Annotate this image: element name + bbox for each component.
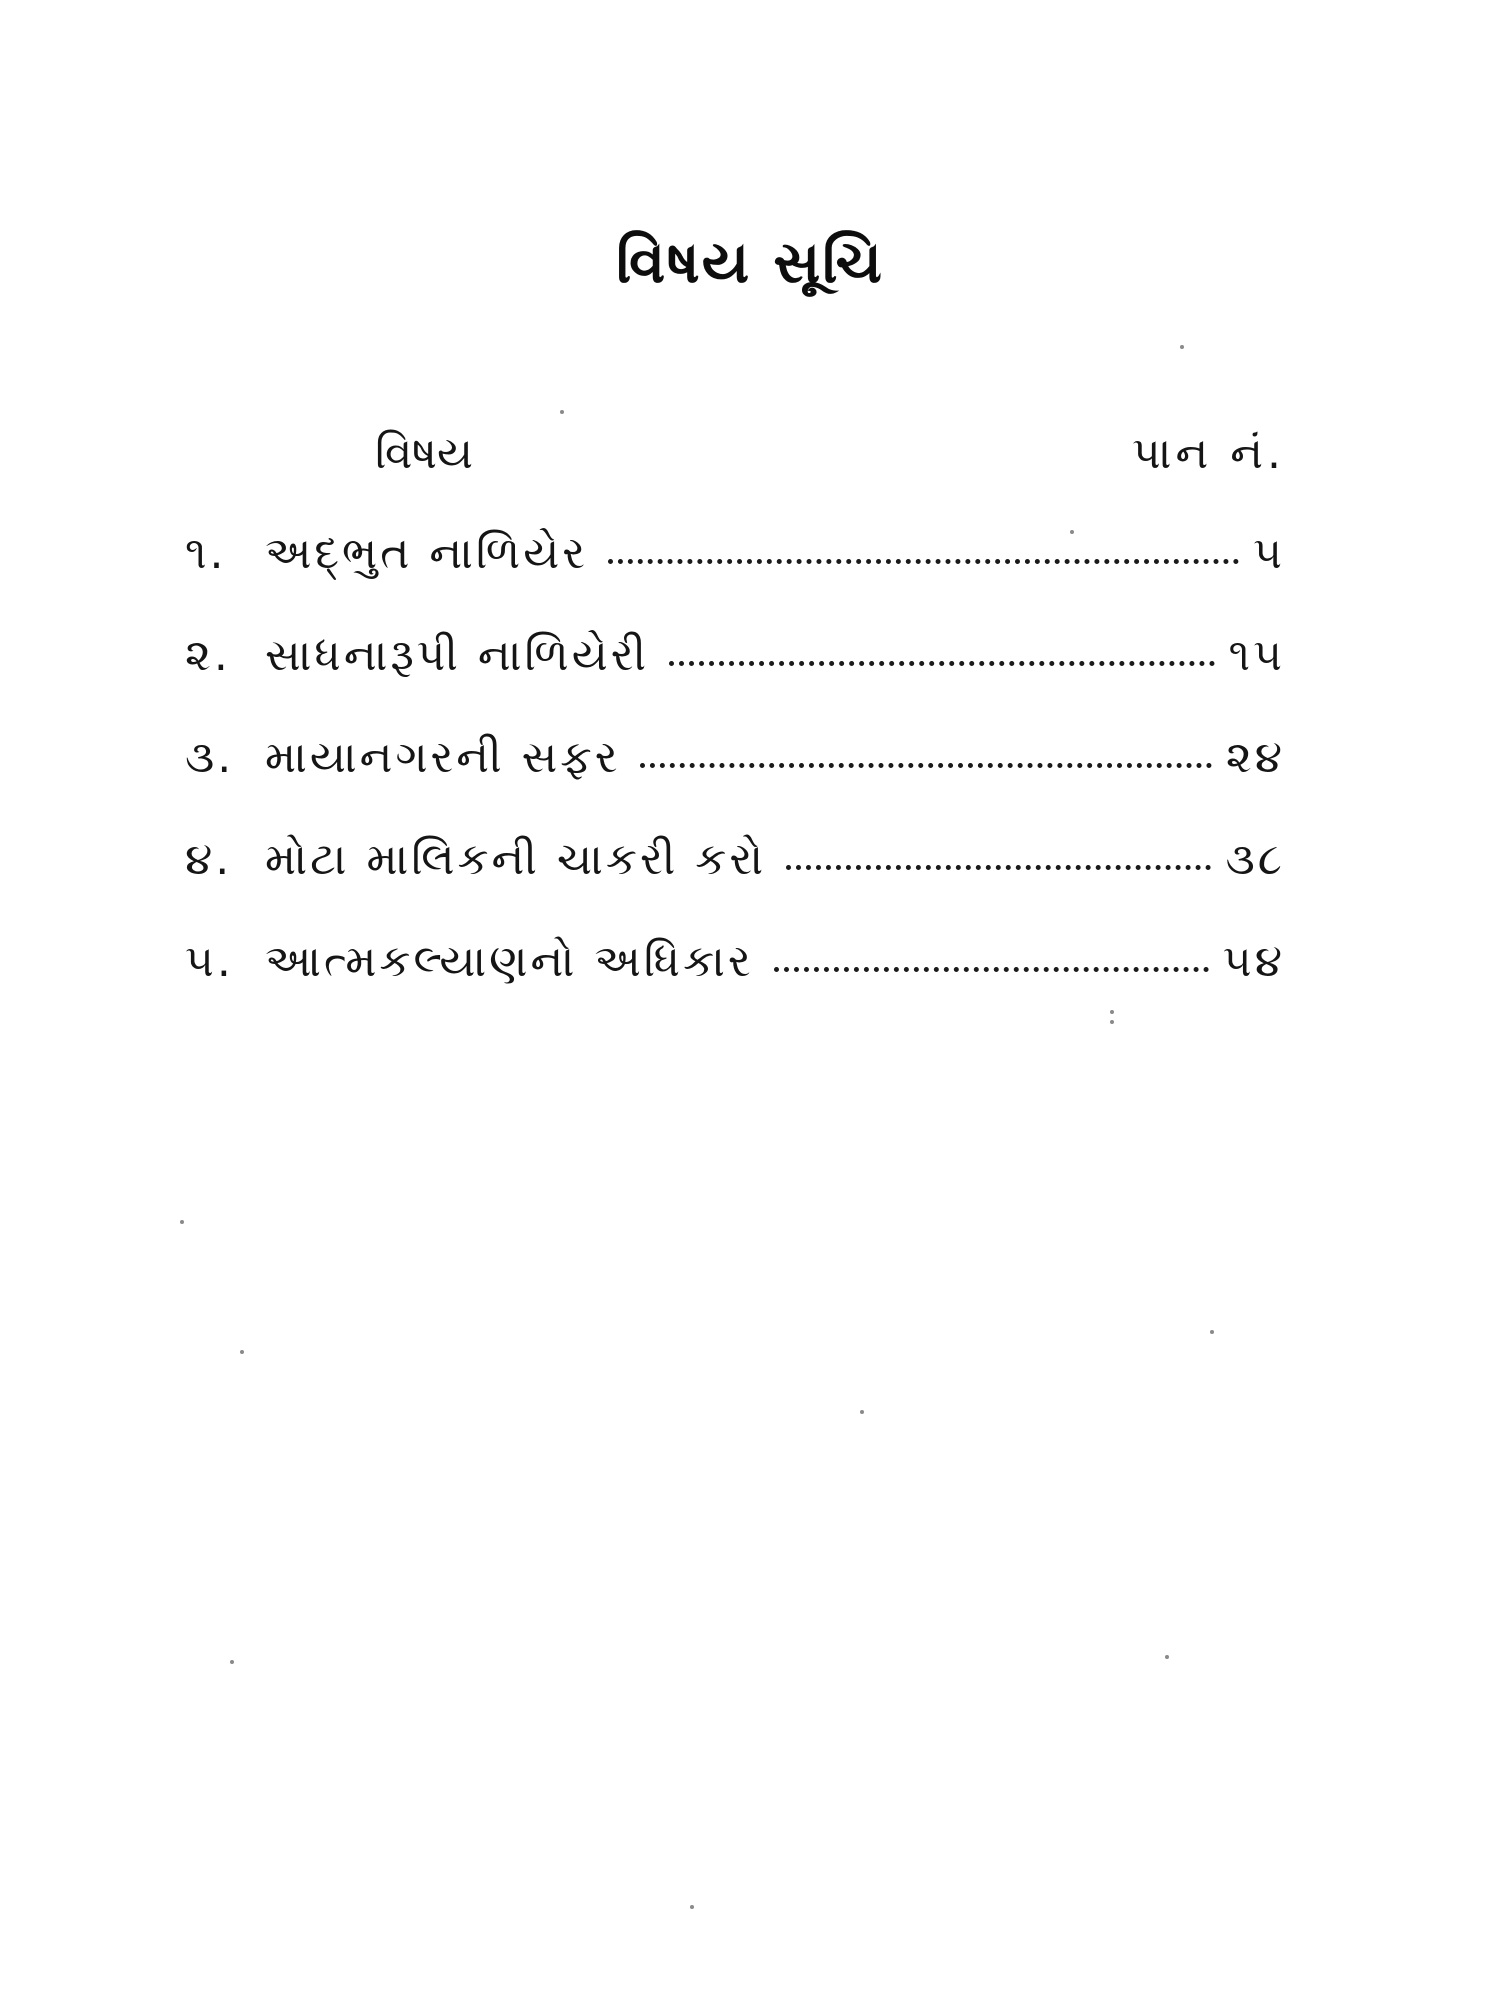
toc-entry [185, 834, 1285, 936]
toc-entry-title: મોટા માલિકની ચાકરી કરો [265, 834, 767, 885]
scan-speck [1210, 1330, 1214, 1334]
scan-speck [180, 1220, 184, 1224]
toc-entry-page: ૫ [1253, 528, 1285, 579]
toc-entry-number: ૫. [185, 936, 234, 987]
table-of-contents [185, 528, 1285, 1038]
toc-entry-page: ૧૫ [1228, 630, 1285, 681]
scan-speck [1070, 530, 1074, 534]
scan-speck [230, 1660, 234, 1664]
toc-entry-title: અદ્ભુત નાળિયેર [265, 528, 588, 579]
toc-entry-page: ૩૮ [1225, 834, 1285, 885]
toc-entry-page: ૫૪ [1222, 936, 1285, 987]
scan-speck [1110, 1010, 1114, 1014]
toc-entry [185, 528, 1285, 630]
toc-entry-number: ૧. [185, 528, 227, 579]
dot-leader [608, 559, 1239, 564]
toc-entry-number: ૨. [185, 630, 231, 681]
dot-leader [774, 967, 1209, 972]
toc-entry-title: માયાનગરની સફર [265, 732, 621, 783]
scan-speck [1110, 1020, 1114, 1024]
scan-speck [860, 1410, 864, 1414]
dot-leader [669, 661, 1214, 666]
dot-leader [786, 865, 1211, 870]
subject-column-header: વિષય [375, 428, 473, 479]
toc-entry-page: ૨૪ [1225, 732, 1285, 783]
toc-entry [185, 630, 1285, 732]
page-number-column-header: પાન નં. [1132, 428, 1285, 479]
scan-speck [560, 410, 564, 414]
scan-speck [1180, 345, 1184, 349]
page-title: વિષય સૂચિ [616, 228, 884, 296]
toc-entry-title: સાધનારૂપી નાળિયેરી [265, 630, 650, 681]
toc-entry-number: ૪. [185, 834, 233, 885]
toc-entry-title: આત્મકલ્યાણનો અધિકાર [265, 936, 754, 987]
toc-entry [185, 936, 1285, 1038]
scan-speck [1165, 1655, 1169, 1659]
scan-speck [690, 1905, 694, 1909]
toc-entry [185, 732, 1285, 834]
dot-leader [640, 763, 1211, 768]
toc-entry-number: ૩. [185, 732, 235, 783]
scan-speck [240, 1350, 244, 1354]
